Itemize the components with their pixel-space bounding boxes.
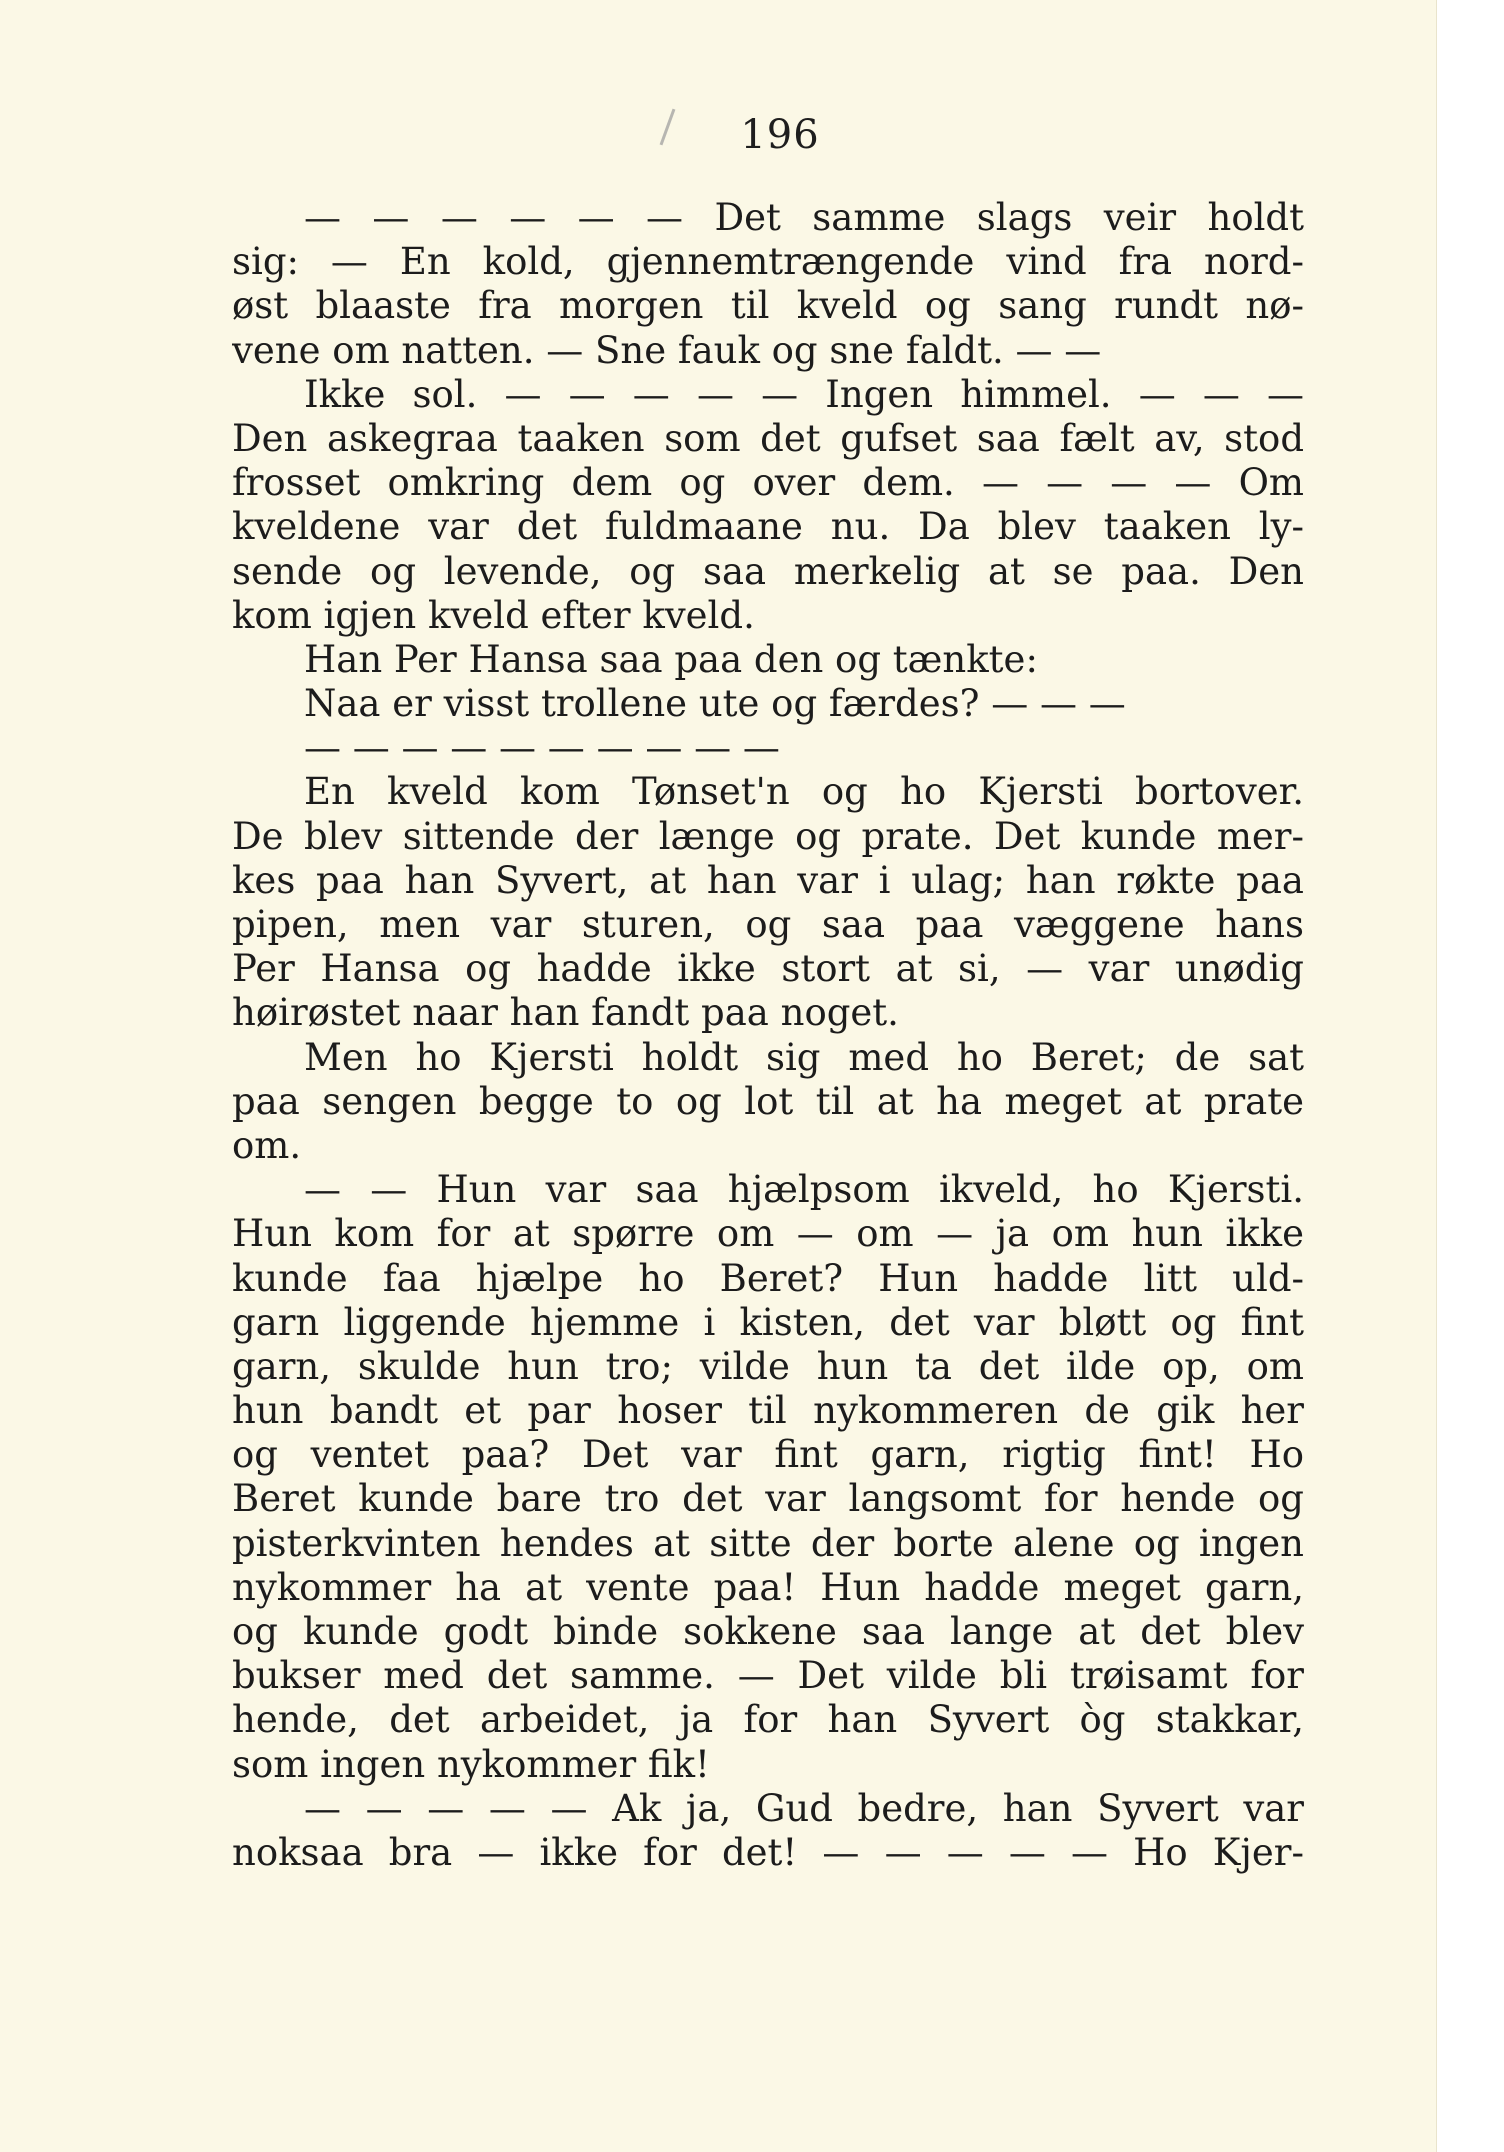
text-line: Ikke sol. — — — — — Ingen himmel. — — — — [304, 372, 1304, 416]
page-number: 196 — [740, 112, 820, 158]
text-line: vene om natten. — Sne fauk og sne faldt. — — — [232, 328, 1102, 372]
text-line: og ventet paa? Det var fint garn, rigtig fint! Ho — [232, 1433, 1304, 1477]
text-line: nykommer ha at vente paa! Hun hadde meget garn, — [232, 1565, 1304, 1609]
text-line: Beret kunde bare tro det var langsomt for hende og — [232, 1477, 1304, 1521]
text-line: pisterkvinten hendes at sitte der borte alene og ingen — [232, 1521, 1304, 1565]
text-line: sende og levende, og saa merkelig at se paa. Den — [232, 549, 1304, 593]
text-line: kom igjen kveld efter kveld. — [232, 593, 755, 637]
text-line: sig: — En kold, gjennemtrængende vind fra nord- — [232, 240, 1304, 284]
text-line: garn liggende hjemme i kisten, det var bløtt og fint — [232, 1300, 1304, 1344]
text-line: En kveld kom Tønset'n og ho Kjersti bortover. — [304, 770, 1304, 814]
text-line: bukser med det samme. — Det vilde bli trøisamt for — [232, 1654, 1304, 1698]
text-line: og kunde godt binde sokkene saa lange at det blev — [232, 1610, 1304, 1653]
text-line: — — — — — Ak ja, Gud bedre, han Syvert var — [304, 1786, 1304, 1830]
text-line: om. — [232, 1123, 302, 1167]
text-line: Men ho Kjersti holdt sig med ho Beret; de sat — [304, 1035, 1304, 1079]
text-line: frosset omkring dem og over dem. — — — — Om — [232, 461, 1304, 505]
text-line: pipen, men var sturen, og saa paa væggene hans — [232, 903, 1304, 946]
text-line: — — — — — — Det samme slags veir holdt — [304, 196, 1304, 239]
text-line: hende, det arbeidet, ja for han Syvert òg stakkar, — [232, 1698, 1304, 1742]
body-text — [232, 196, 1304, 1875]
text-line: kunde faa hjælpe ho Beret? Hun hadde litt uld- — [232, 1256, 1304, 1300]
text-line: De blev sittende der længe og prate. Det kunde mer- — [232, 814, 1304, 858]
text-line: kveldene var det fuldmaane nu. Da blev taaken ly- — [232, 505, 1304, 549]
text-line: Han Per Hansa saa paa den og tænkte: — [304, 637, 1038, 681]
text-line: hun bandt et par hoser til nykommeren de gik her — [232, 1389, 1304, 1433]
text-line: øst blaaste fra morgen til kveld og sang rundt nø- — [232, 284, 1304, 328]
text-line: Per Hansa og hadde ikke stort at si, — var unødig — [232, 947, 1304, 991]
text-line: Den askegraa taaken som det gufset saa fælt av, stod — [232, 416, 1304, 460]
text-line: Naa er visst trollene ute og færdes? — — — — [304, 682, 1126, 726]
text-line: — — — — — — — — — — — [304, 726, 780, 770]
text-line: garn, skulde hun tro; vilde hun ta det ilde op, om — [232, 1344, 1304, 1388]
text-line: høirøstet naar han fandt paa noget. — [232, 991, 899, 1035]
text-line: som ingen nykommer fik! — [232, 1742, 710, 1786]
text-line: kes paa han Syvert, at han var i ulag; han røkte paa — [232, 858, 1304, 902]
text-line: — — Hun var saa hjælpsom ikveld, ho Kjersti. — [304, 1168, 1304, 1212]
text-line: paa sengen begge to og lot til at ha meget at prate — [232, 1079, 1304, 1123]
text-line: noksaa bra — ikke for det! — — — — — Ho Kjer- — [232, 1830, 1304, 1874]
text-line: Hun kom for at spørre om — om — ja om hun ikke — [232, 1212, 1304, 1256]
